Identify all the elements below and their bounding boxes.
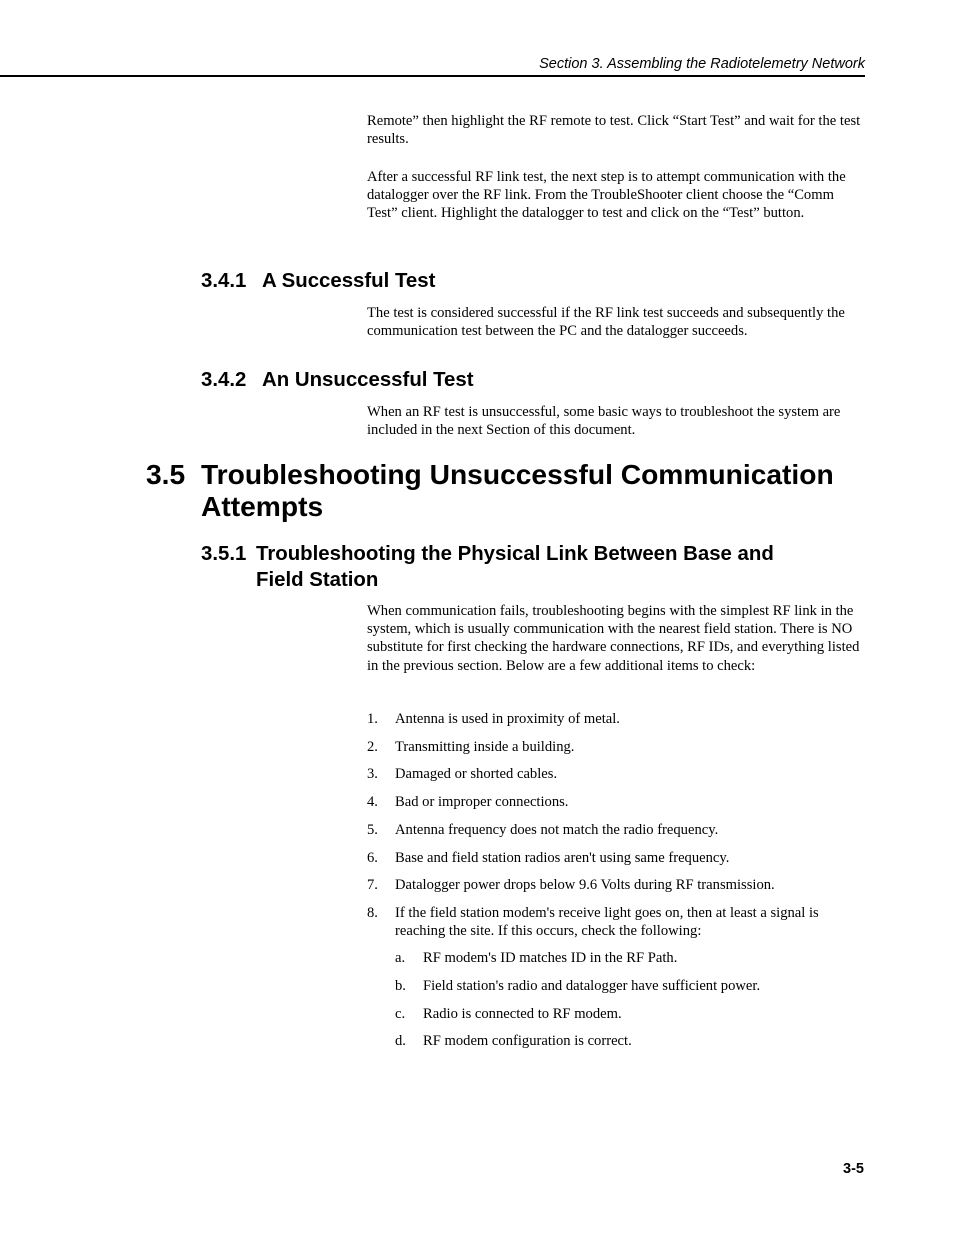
running-header-text: Section 3. Assembling the Radiotelemetry Network (539, 56, 865, 72)
section-3-5-1-body: When communication fails, troubleshooting begins with the simplest RF link in the system, which is usually communication with the nearest field station. There is NO substitute for first checking the hardware connections, RF IDs, and everything listed in the previous section. Below are a few additional items to check: (367, 603, 860, 674)
troubleshooting-checklist (367, 710, 865, 1060)
section-3-4-2-body: When an RF test is unsuccessful, some basic ways to troubleshoot the system are included in the next Section of this document. (367, 404, 841, 439)
page-number: 3-5 (843, 1161, 864, 1177)
list-marker: 1. (367, 711, 378, 727)
list-marker: 5. (367, 821, 378, 838)
sub-list-item (395, 949, 865, 967)
list-item-text: Antenna is used in proximity of metal. (395, 711, 620, 727)
section-title-line-1: Troubleshooting the Physical Link Between Base and (256, 543, 774, 565)
list-item (367, 710, 865, 728)
list-marker: 4. (367, 794, 378, 811)
list-item (367, 765, 865, 783)
section-number: 3.5 (146, 458, 186, 490)
section-number: 3.5.1 (201, 543, 247, 565)
list-item-text: RF modem configuration is correct. (423, 1033, 632, 1050)
list-marker: 6. (367, 849, 378, 866)
section-title: A Successful Test (262, 270, 436, 292)
list-marker: 7. (367, 877, 378, 894)
intro-paragraph-2: After a successful RF link test, the next step is to attempt communication with the datalogger over the RF link. From the TroubleShooter client choose the “Comm Test” client. Highlight the datalogger to test and click on the “Test” button. (367, 169, 846, 222)
section-3-5-1-heading (201, 541, 861, 593)
list-marker: b. (395, 978, 406, 995)
list-item-text: If the field station modem's receive light goes on, then at least a signal is reaching the site. If this occurs, check the following: (395, 904, 819, 940)
list-item-text: Antenna frequency does not match the radio frequency. (395, 821, 719, 838)
sub-list-item (395, 1032, 865, 1050)
list-item (367, 849, 865, 867)
list-item-text: Datalogger power drops below 9.6 Volts during RF transmission. (395, 877, 775, 894)
intro-paragraph-1: Remote” then highlight the RF remote to test. Click “Start Test” and wait for the test results. (367, 113, 861, 148)
list-item-text: Radio is connected to RF modem. (423, 1005, 622, 1022)
section-number: 3.4.1 (201, 270, 247, 292)
list-marker: c. (395, 1005, 406, 1022)
section-title: An Unsuccessful Test (262, 369, 474, 391)
list-marker: 3. (367, 766, 378, 783)
list-item-text: RF modem's ID matches ID in the RF Path. (423, 950, 678, 967)
list-marker: d. (395, 1033, 406, 1050)
section-title-line-2: Attempts (201, 490, 324, 522)
list-item-text: Base and field station radios aren't using same frequency. (395, 849, 730, 866)
section-title-line-1: Troubleshooting Unsuccessful Communication (201, 458, 834, 490)
sub-list-item (395, 1005, 865, 1023)
list-item (367, 904, 865, 1051)
list-item-text: Bad or improper connections. (395, 794, 569, 811)
list-marker: a. (395, 950, 406, 967)
list-item (367, 876, 865, 894)
list-item-text: Damaged or shorted cables. (395, 766, 558, 783)
section-3-4-1-heading (201, 268, 435, 294)
list-item (367, 738, 865, 756)
list-item-text: Transmitting inside a building. (395, 738, 575, 755)
running-header (0, 55, 865, 77)
section-3-4-2-heading (201, 367, 474, 393)
list-marker: 8. (367, 904, 378, 921)
sub-list-item (395, 977, 865, 995)
list-item (367, 793, 865, 811)
section-3-4-1-body: The test is considered successful if the RF link test succeeds and subsequently the communication test between the PC and the datalogger succeeds. (367, 305, 845, 340)
section-title-line-2: Field Station (256, 569, 379, 591)
list-marker: 2. (367, 738, 378, 755)
section-3-5-heading (146, 458, 886, 522)
list-item (367, 821, 865, 839)
section-number: 3.4.2 (201, 369, 247, 391)
list-item-text: Field station's radio and datalogger have sufficient power. (423, 978, 761, 995)
modem-checklist (395, 949, 865, 1050)
